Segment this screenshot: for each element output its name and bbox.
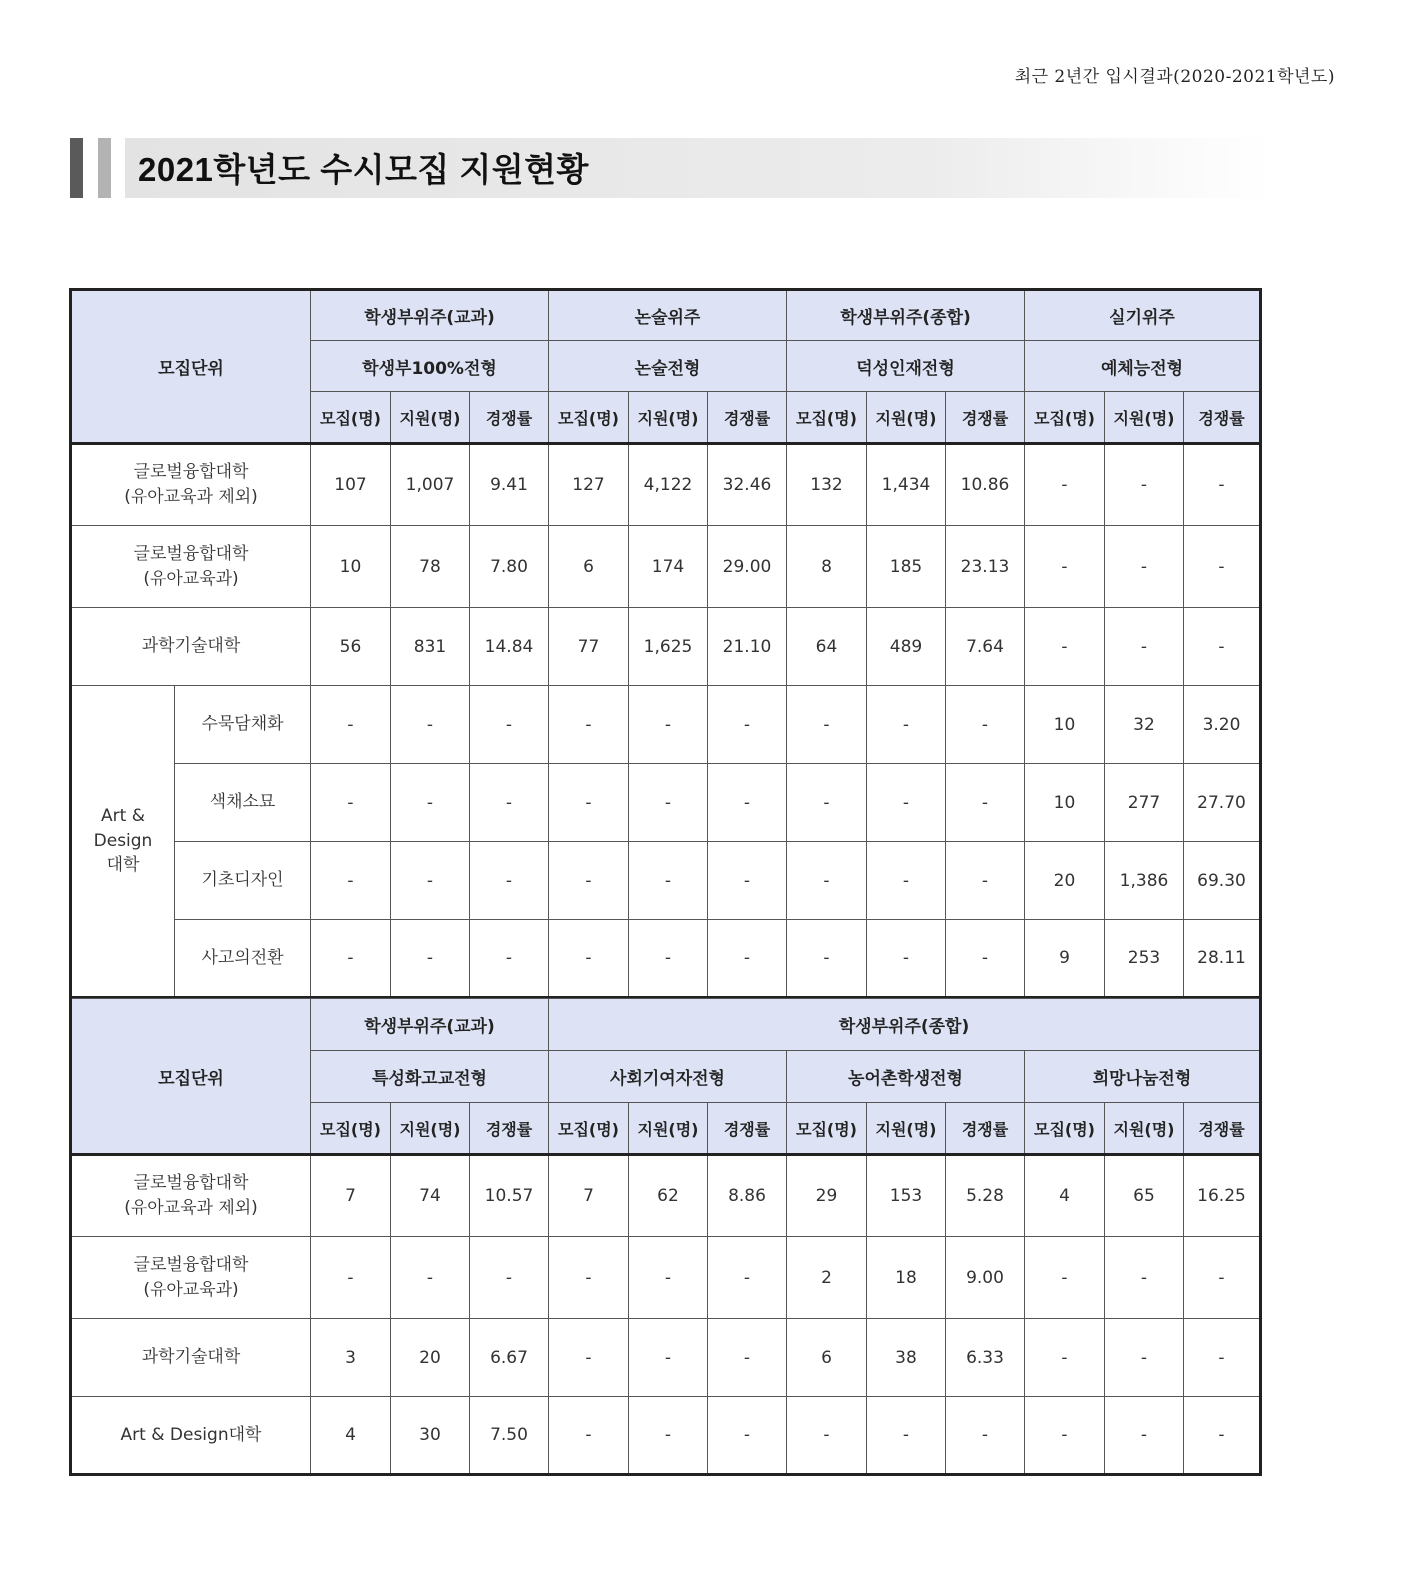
value-cell: 77 bbox=[549, 608, 629, 686]
dept-cell: 사고의전환 bbox=[175, 920, 311, 998]
value-cell: - bbox=[1184, 526, 1261, 608]
value-cell: 64 bbox=[787, 608, 867, 686]
value-cell: - bbox=[946, 842, 1025, 920]
value-cell: 4 bbox=[311, 1397, 391, 1475]
value-cell: - bbox=[549, 920, 629, 998]
col-recruit: 모집(명) bbox=[787, 392, 867, 444]
value-cell: - bbox=[629, 842, 708, 920]
unit-name: 글로벌융합대학 bbox=[133, 543, 249, 564]
value-cell: - bbox=[629, 686, 708, 764]
value-cell: 10.86 bbox=[946, 444, 1025, 526]
value-cell: 253 bbox=[1105, 920, 1184, 998]
value-cell: - bbox=[1105, 526, 1184, 608]
value-cell: 9 bbox=[1025, 920, 1105, 998]
value-cell: 7 bbox=[549, 1155, 629, 1237]
value-cell: 4,122 bbox=[629, 444, 708, 526]
dept-cell: 색채소묘 bbox=[175, 764, 311, 842]
col-recruit: 모집(명) bbox=[549, 392, 629, 444]
unit-cell: 과학기술대학 bbox=[71, 608, 311, 686]
value-cell: 174 bbox=[629, 526, 708, 608]
col-apply: 지원(명) bbox=[867, 392, 946, 444]
value-cell: 27.70 bbox=[1184, 764, 1261, 842]
col-recruit: 모집(명) bbox=[787, 1103, 867, 1155]
value-cell: - bbox=[391, 920, 470, 998]
value-cell: 38 bbox=[867, 1319, 946, 1397]
value-cell: 20 bbox=[1025, 842, 1105, 920]
value-cell: - bbox=[470, 1237, 549, 1319]
value-cell: - bbox=[708, 1237, 787, 1319]
unit-cell bbox=[71, 444, 311, 526]
unit-cell bbox=[71, 1237, 311, 1319]
value-cell: - bbox=[946, 920, 1025, 998]
table-row bbox=[71, 608, 1261, 686]
value-cell: - bbox=[549, 1397, 629, 1475]
category-header: 학생부위주(종합) bbox=[549, 999, 1261, 1051]
value-cell: - bbox=[629, 1397, 708, 1475]
value-cell: - bbox=[1025, 608, 1105, 686]
unit-cell: Art & Design대학 bbox=[71, 1397, 311, 1475]
value-cell: 2 bbox=[787, 1237, 867, 1319]
unit-header: 모집단위 bbox=[71, 999, 311, 1155]
value-cell: - bbox=[470, 764, 549, 842]
col-ratio: 경쟁률 bbox=[470, 392, 549, 444]
type-header: 학생부100%전형 bbox=[311, 341, 549, 392]
category-header: 실기위주 bbox=[1025, 290, 1261, 341]
unit-sub: (유아교육과) bbox=[143, 568, 239, 589]
art-group-label-3: 대학 bbox=[106, 855, 140, 876]
value-cell: 74 bbox=[391, 1155, 470, 1237]
value-cell: 6.33 bbox=[946, 1319, 1025, 1397]
table-row bbox=[71, 686, 1261, 764]
type-header: 특성화고교전형 bbox=[311, 1051, 549, 1103]
value-cell: - bbox=[549, 842, 629, 920]
value-cell: - bbox=[1105, 444, 1184, 526]
value-cell: - bbox=[470, 686, 549, 764]
value-cell: - bbox=[1025, 444, 1105, 526]
col-recruit: 모집(명) bbox=[311, 1103, 391, 1155]
table-row bbox=[71, 1397, 1261, 1475]
category-header: 학생부위주(종합) bbox=[787, 290, 1025, 341]
type-header: 사회기여자전형 bbox=[549, 1051, 787, 1103]
type-header: 희망나눔전형 bbox=[1025, 1051, 1261, 1103]
value-cell: 21.10 bbox=[708, 608, 787, 686]
unit-sub: (유아교육과 제외) bbox=[124, 487, 258, 507]
value-cell: 127 bbox=[549, 444, 629, 526]
value-cell: 28.11 bbox=[1184, 920, 1261, 998]
value-cell: 7 bbox=[311, 1155, 391, 1237]
value-cell: - bbox=[1184, 608, 1261, 686]
unit-name: 글로벌융합대학 bbox=[133, 462, 249, 483]
value-cell: - bbox=[1184, 1397, 1261, 1475]
value-cell: - bbox=[1184, 1237, 1261, 1319]
value-cell: 20 bbox=[391, 1319, 470, 1397]
page-caption: 최근 2년간 입시결과(2020-2021학년도) bbox=[1014, 67, 1335, 87]
value-cell: 10 bbox=[311, 526, 391, 608]
col-apply: 지원(명) bbox=[391, 1103, 470, 1155]
value-cell: - bbox=[470, 920, 549, 998]
value-cell: 9.41 bbox=[470, 444, 549, 526]
value-cell: - bbox=[391, 842, 470, 920]
value-cell: 16.25 bbox=[1184, 1155, 1261, 1237]
table-row bbox=[71, 1155, 1261, 1237]
art-group-label-2: Design bbox=[93, 830, 153, 851]
value-cell: 14.84 bbox=[470, 608, 549, 686]
value-cell: 65 bbox=[1105, 1155, 1184, 1237]
value-cell: - bbox=[311, 686, 391, 764]
value-cell: 153 bbox=[867, 1155, 946, 1237]
value-cell: 6 bbox=[549, 526, 629, 608]
col-ratio: 경쟁률 bbox=[1184, 1103, 1261, 1155]
col-apply: 지원(명) bbox=[391, 392, 470, 444]
value-cell: - bbox=[946, 1397, 1025, 1475]
unit-sub: (유아교육과 제외) bbox=[124, 1198, 258, 1218]
value-cell: 30 bbox=[391, 1397, 470, 1475]
value-cell: 5.28 bbox=[946, 1155, 1025, 1237]
value-cell: - bbox=[787, 920, 867, 998]
category-header: 학생부위주(교과) bbox=[311, 999, 549, 1051]
value-cell: - bbox=[629, 920, 708, 998]
dept-cell: 기초디자인 bbox=[175, 842, 311, 920]
value-cell: - bbox=[1184, 1319, 1261, 1397]
value-cell: - bbox=[708, 842, 787, 920]
col-recruit: 모집(명) bbox=[311, 392, 391, 444]
value-cell: - bbox=[946, 764, 1025, 842]
value-cell: - bbox=[867, 842, 946, 920]
value-cell: 3 bbox=[311, 1319, 391, 1397]
value-cell: - bbox=[549, 764, 629, 842]
value-cell: - bbox=[1184, 444, 1261, 526]
table-row bbox=[71, 842, 1261, 920]
value-cell: 9.00 bbox=[946, 1237, 1025, 1319]
art-group-label-1: Art & bbox=[101, 806, 145, 827]
value-cell: 10.57 bbox=[470, 1155, 549, 1237]
value-cell: - bbox=[391, 764, 470, 842]
unit-cell bbox=[71, 1155, 311, 1237]
value-cell: - bbox=[629, 764, 708, 842]
table-row bbox=[71, 1237, 1261, 1319]
value-cell: - bbox=[391, 1237, 470, 1319]
section-title-bar bbox=[70, 138, 1270, 198]
col-recruit: 모집(명) bbox=[1025, 1103, 1105, 1155]
value-cell: - bbox=[629, 1319, 708, 1397]
value-cell: 29 bbox=[787, 1155, 867, 1237]
col-apply: 지원(명) bbox=[629, 1103, 708, 1155]
value-cell: 489 bbox=[867, 608, 946, 686]
value-cell: 10 bbox=[1025, 686, 1105, 764]
value-cell: 8 bbox=[787, 526, 867, 608]
unit-header: 모집단위 bbox=[71, 290, 311, 444]
value-cell: - bbox=[787, 764, 867, 842]
value-cell: - bbox=[787, 842, 867, 920]
value-cell: - bbox=[787, 686, 867, 764]
type-header: 예체능전형 bbox=[1025, 341, 1261, 392]
value-cell: 10 bbox=[1025, 764, 1105, 842]
value-cell: - bbox=[867, 920, 946, 998]
value-cell: 78 bbox=[391, 526, 470, 608]
value-cell: - bbox=[787, 1397, 867, 1475]
value-cell: 29.00 bbox=[708, 526, 787, 608]
table-row bbox=[71, 764, 1261, 842]
col-ratio: 경쟁률 bbox=[708, 392, 787, 444]
value-cell: 1,007 bbox=[391, 444, 470, 526]
value-cell: - bbox=[549, 686, 629, 764]
value-cell: 7.80 bbox=[470, 526, 549, 608]
value-cell: - bbox=[1105, 1397, 1184, 1475]
value-cell: 1,434 bbox=[867, 444, 946, 526]
value-cell: 8.86 bbox=[708, 1155, 787, 1237]
value-cell: 107 bbox=[311, 444, 391, 526]
category-header: 학생부위주(교과) bbox=[311, 290, 549, 341]
category-header: 논술위주 bbox=[549, 290, 787, 341]
value-cell: - bbox=[549, 1237, 629, 1319]
col-ratio: 경쟁률 bbox=[946, 392, 1025, 444]
value-cell: 277 bbox=[1105, 764, 1184, 842]
col-apply: 지원(명) bbox=[1105, 392, 1184, 444]
value-cell: - bbox=[708, 1319, 787, 1397]
art-group-cell bbox=[71, 686, 175, 998]
value-cell: 7.50 bbox=[470, 1397, 549, 1475]
value-cell: - bbox=[1105, 1319, 1184, 1397]
page-title: 2021학년도 수시모집 지원현황 bbox=[138, 151, 589, 188]
unit-cell: 과학기술대학 bbox=[71, 1319, 311, 1397]
col-apply: 지원(명) bbox=[1105, 1103, 1184, 1155]
value-cell: - bbox=[708, 1397, 787, 1475]
value-cell: 7.64 bbox=[946, 608, 1025, 686]
value-cell: 1,386 bbox=[1105, 842, 1184, 920]
type-header: 덕성인재전형 bbox=[787, 341, 1025, 392]
value-cell: - bbox=[708, 686, 787, 764]
table-row bbox=[71, 1319, 1261, 1397]
type-header: 농어촌학생전형 bbox=[787, 1051, 1025, 1103]
title-accent-bar-dark bbox=[70, 138, 83, 198]
col-recruit: 모집(명) bbox=[549, 1103, 629, 1155]
value-cell: 32 bbox=[1105, 686, 1184, 764]
value-cell: 62 bbox=[629, 1155, 708, 1237]
value-cell: - bbox=[470, 842, 549, 920]
value-cell: - bbox=[1105, 1237, 1184, 1319]
value-cell: - bbox=[549, 1319, 629, 1397]
value-cell: - bbox=[867, 764, 946, 842]
value-cell: 23.13 bbox=[946, 526, 1025, 608]
value-cell: - bbox=[1025, 1319, 1105, 1397]
value-cell: 1,625 bbox=[629, 608, 708, 686]
value-cell: - bbox=[311, 920, 391, 998]
value-cell: 6.67 bbox=[470, 1319, 549, 1397]
value-cell: - bbox=[1105, 608, 1184, 686]
value-cell: - bbox=[867, 1397, 946, 1475]
dept-cell: 수묵담채화 bbox=[175, 686, 311, 764]
col-apply: 지원(명) bbox=[867, 1103, 946, 1155]
unit-name: 글로벌융합대학 bbox=[133, 1173, 249, 1194]
value-cell: 4 bbox=[1025, 1155, 1105, 1237]
unit-name: 글로벌융합대학 bbox=[133, 1254, 249, 1275]
value-cell: - bbox=[311, 1237, 391, 1319]
unit-cell bbox=[71, 526, 311, 608]
value-cell: - bbox=[867, 686, 946, 764]
admission-table-1 bbox=[69, 288, 1262, 999]
value-cell: - bbox=[946, 686, 1025, 764]
table-row bbox=[71, 920, 1261, 998]
value-cell: - bbox=[391, 686, 470, 764]
value-cell: - bbox=[311, 764, 391, 842]
value-cell: - bbox=[629, 1237, 708, 1319]
admission-table-2 bbox=[69, 998, 1262, 1476]
table-row bbox=[71, 526, 1261, 608]
table-row bbox=[71, 444, 1261, 526]
value-cell: 3.20 bbox=[1184, 686, 1261, 764]
col-ratio: 경쟁률 bbox=[1184, 392, 1261, 444]
value-cell: - bbox=[311, 842, 391, 920]
value-cell: 185 bbox=[867, 526, 946, 608]
col-recruit: 모집(명) bbox=[1025, 392, 1105, 444]
value-cell: - bbox=[1025, 1237, 1105, 1319]
value-cell: 56 bbox=[311, 608, 391, 686]
title-accent-bar-light bbox=[98, 138, 111, 198]
value-cell: 6 bbox=[787, 1319, 867, 1397]
col-ratio: 경쟁률 bbox=[470, 1103, 549, 1155]
value-cell: - bbox=[1025, 526, 1105, 608]
value-cell: 132 bbox=[787, 444, 867, 526]
value-cell: 18 bbox=[867, 1237, 946, 1319]
value-cell: - bbox=[1025, 1397, 1105, 1475]
value-cell: 69.30 bbox=[1184, 842, 1261, 920]
col-ratio: 경쟁률 bbox=[946, 1103, 1025, 1155]
value-cell: 831 bbox=[391, 608, 470, 686]
value-cell: 32.46 bbox=[708, 444, 787, 526]
value-cell: - bbox=[708, 764, 787, 842]
type-header: 논술전형 bbox=[549, 341, 787, 392]
col-apply: 지원(명) bbox=[629, 392, 708, 444]
value-cell: - bbox=[708, 920, 787, 998]
unit-sub: (유아교육과) bbox=[143, 1279, 239, 1300]
col-ratio: 경쟁률 bbox=[708, 1103, 787, 1155]
